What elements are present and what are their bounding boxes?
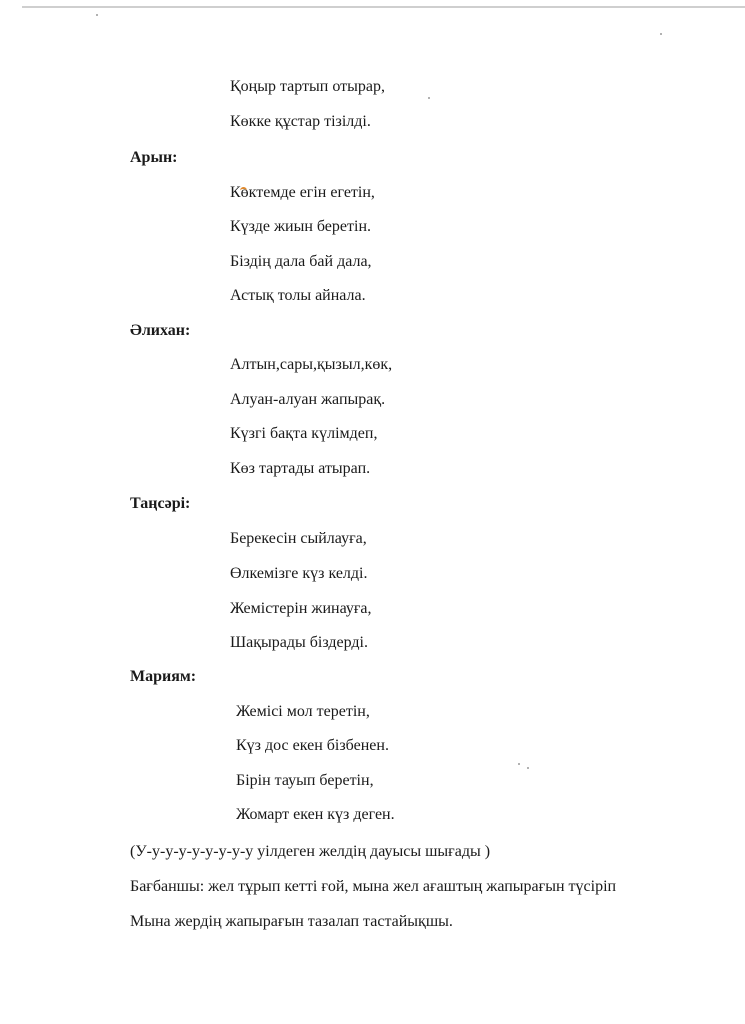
scan-top-edge-line xyxy=(22,6,745,8)
speaker-name: Таңсәрі: xyxy=(130,495,191,512)
scan-speck xyxy=(660,33,662,35)
verse-line: Күз дос екен бізбенен. xyxy=(236,737,389,754)
prose-line: Мына жердің жапырағын тазалап тастайықшы. xyxy=(130,913,453,930)
verse-line: Алтын,сары,қызыл,көк, xyxy=(230,356,393,373)
verse-line: Жомарт екен күз деген. xyxy=(236,806,395,823)
stage-direction: (У-у-у-у-у-у-у-у-у уілдеген желдің дауысы шығады ) xyxy=(130,843,491,860)
verse-line: Көз тартады атырап. xyxy=(230,460,371,477)
verse-line: Алуан-алуан жапырақ. xyxy=(230,391,386,408)
scan-speck xyxy=(518,763,520,765)
speaker-name: Арын: xyxy=(130,149,178,166)
scan-speck xyxy=(527,767,529,769)
verse-line: Күзде жиын беретін. xyxy=(230,218,372,235)
speaker-name: Мариям: xyxy=(130,668,197,685)
prose-line: Бағбаншы: жел тұрып кетті ғой, мына жел ағаштың жапырағын түсіріп xyxy=(130,878,617,895)
scan-speck xyxy=(96,14,98,16)
verse-line: Берекесін сыйлауға, xyxy=(230,530,367,547)
verse-line: Көкке құстар тізілді. xyxy=(230,113,371,130)
verse-line: Жемісі мол теретін, xyxy=(236,703,370,720)
verse-line: Күзгі бақта күлімдеп, xyxy=(230,425,378,442)
verse-line: Көктемде егін егетін, xyxy=(230,184,375,201)
ink-mark xyxy=(240,187,247,194)
speaker-name: Әлихан: xyxy=(130,322,191,339)
verse-line: Қоңыр тартып отырар, xyxy=(230,78,385,95)
verse-line: Бірін тауып беретін, xyxy=(236,772,374,789)
verse-line: Біздің дала бай дала, xyxy=(230,253,372,270)
verse-line: Жемістерін жинауға, xyxy=(230,600,372,617)
verse-line: Астық толы айнала. xyxy=(230,287,366,304)
scan-speck xyxy=(428,97,430,99)
verse-line: Өлкемізге күз келді. xyxy=(230,565,368,582)
verse-line: Шақырады біздерді. xyxy=(230,634,368,651)
